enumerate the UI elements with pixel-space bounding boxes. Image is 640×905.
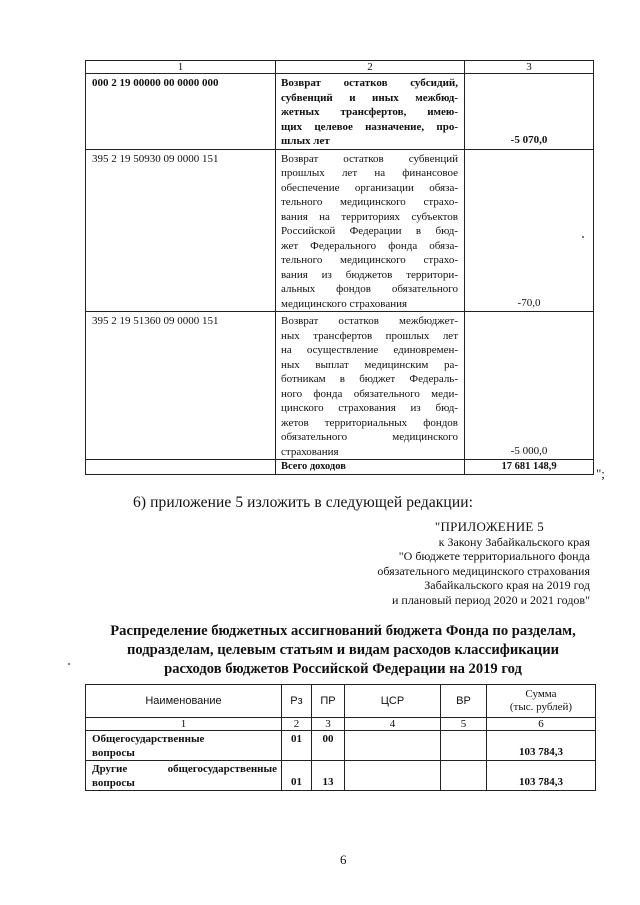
table-row [86,74,594,150]
text-line: медицинского страхования [281,297,408,310]
text-line: альных фондов обязательного [281,283,458,295]
scan-speck [68,663,70,665]
vr-code [441,731,487,761]
appendix-title: "ПРИЛОЖЕНИЕ 5 [434,519,544,534]
column-number: 6 [487,718,596,731]
column-number: 3 [312,718,345,731]
revenue-table-header [86,61,594,74]
text-line: ных выплат медицинским ра- [281,358,458,371]
closing-quote-mark: "; [596,466,605,481]
title-line: Распределение бюджетных ассигнований бюджета Фонда по разделам, [110,623,576,639]
total-value: 17 681 148,9 [465,460,594,475]
allocation-table [85,684,596,791]
total-code-cell [86,460,276,475]
table-row [86,312,594,460]
page-number: 6 [340,852,347,867]
scan-speck [582,236,584,238]
header-rz: Рз [282,685,312,718]
header-name: Наименование [86,685,282,718]
appendix-line: Забайкальского края на 2019 год [424,578,590,592]
appendix-line: "О бюджете территориального фонда [398,549,590,563]
table-row [86,731,596,761]
text-line: вания из бюджетов территори- [281,268,458,281]
expense-name [86,761,282,791]
csr-code [345,731,441,761]
text-line: обязательного медицинского [281,431,458,443]
text-line: жет Федерального фонда обяза- [281,239,458,252]
column-number: 2 [282,718,312,731]
appendix-line: и плановый период 2020 и 2021 годов" [391,592,590,607]
income-name [276,312,465,460]
text-line: Российской Федерации в бюд- [281,225,458,237]
header-sum-unit: (тыс. рублей) [509,701,573,713]
amount: -5 000,0 [465,312,594,460]
amount: 103 784,3 [487,761,596,791]
text-line: вопросы [92,747,135,759]
text-line: на осуществление единовремен- [281,344,458,356]
text-line: субвенций и иных межбюд- [281,91,458,104]
header-csr: ЦСР [345,685,441,718]
pr-code: 13 [312,761,345,791]
text-line: цинского страхования из бюд- [281,402,458,414]
rz-code: 01 [282,731,312,761]
text-line: щих целевое назначение, про- [281,120,458,133]
budget-code: 000 2 19 00000 00 0000 000 [86,74,276,150]
revenue-table [85,60,594,475]
text-line: жетов территориальных фондов [281,416,458,429]
allocation-table-header [86,685,596,718]
text-line: Возврат остатков субсидий, [281,77,458,89]
column-number-2: 2 [276,61,465,74]
text-line: Общегосударственные [92,733,205,745]
appendix-line: к Закону Забайкальского края [438,534,590,549]
column-number: 4 [345,718,441,731]
text-line: страхования [281,445,339,458]
text-line: ботникам в бюджет Федераль- [281,373,458,385]
total-label: Всего доходов [276,460,465,475]
title-line: подразделам, целевым статьям и видам расходов классификации [126,642,560,658]
header-vr: ВР [441,685,487,718]
text-line: вопросы [92,777,135,789]
text-line: ного фонда обязательного меди- [281,387,458,400]
pr-code: 00 [312,731,345,761]
header-sum-line: Сумма [525,688,557,700]
title-line: расходов бюджетов Российской Федерации на 2019 год [164,661,522,677]
table-row [86,149,594,312]
appendix-header [340,520,590,607]
amount: -70,0 [465,149,594,312]
amount: 103 784,3 [487,731,596,761]
column-numbers-row [86,718,596,731]
budget-code: 395 2 19 50930 09 0000 151 [86,149,276,312]
column-number: 5 [441,718,487,731]
column-number: 1 [86,718,282,731]
column-number-3: 3 [465,61,594,74]
text-line: Возврат остатков межбюджет- [281,315,458,327]
rz-code: 01 [282,761,312,791]
text-line: прошлых лет на финансовое [281,167,458,179]
income-name [276,149,465,312]
header-sum [487,685,596,718]
column-number-1: 1 [86,61,276,74]
text-line: шлых лет [281,135,330,147]
total-row [86,460,594,475]
text-line: Другие общегосударственные [92,763,277,775]
csr-code [345,761,441,791]
text-line: обеспечение организации обяза- [281,181,458,194]
budget-code: 395 2 19 51360 09 0000 151 [86,312,276,460]
header-pr: ПР [312,685,345,718]
text-line: жетных трансфертов, имею- [281,106,458,118]
table-row [86,761,596,791]
appendix-line: обязательного медицинского страхования [377,563,590,578]
text-line: тельного медицинского страхо- [281,196,458,208]
text-line: ных трансфертов прошлых лет [281,329,458,342]
section-title [88,622,598,679]
income-name [276,74,465,150]
expense-name [86,731,282,761]
text-line: вания на территориях субъектов [281,210,458,223]
amendment-paragraph: 6) приложение 5 изложить в следующей редакции: [133,494,474,511]
text-line: тельного медицинского страхо- [281,254,458,266]
text-line: Возврат остатков субвенций [281,152,458,165]
amount: -5 070,0 [465,74,594,150]
vr-code [441,761,487,791]
